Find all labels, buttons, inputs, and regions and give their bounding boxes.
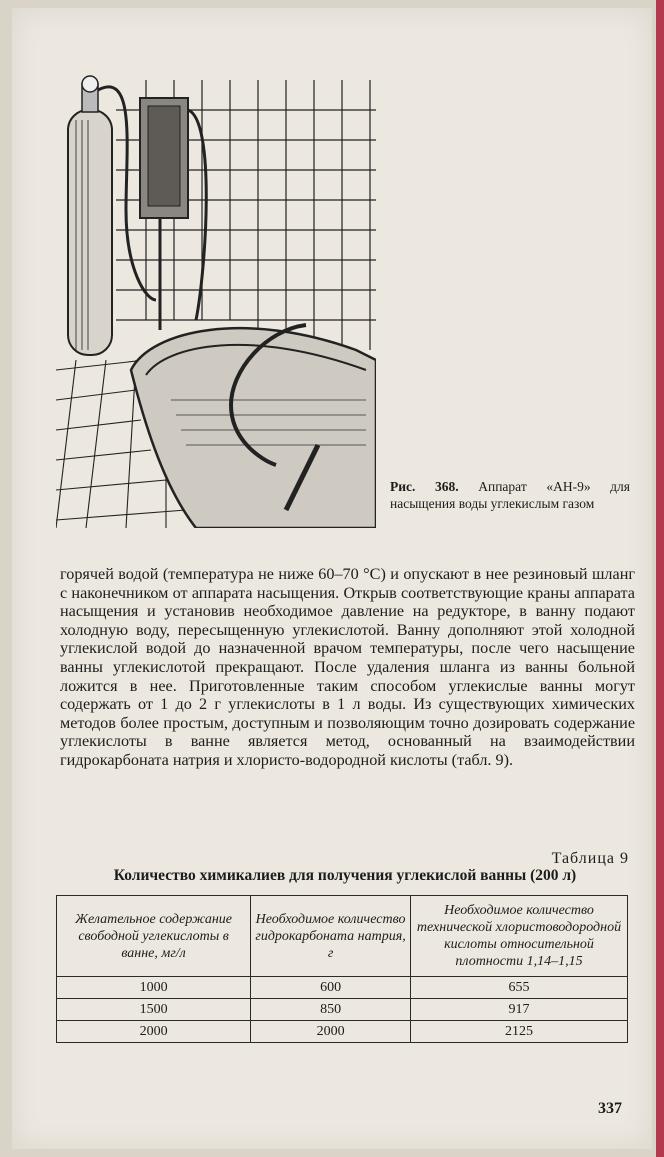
table-header-row	[57, 896, 628, 977]
table-row	[57, 999, 628, 1021]
table-title: Количество химикалиев для получения углекислой ванны (200 л)	[113, 867, 577, 884]
table-cell: 2000	[57, 1021, 251, 1043]
table-number: Таблица 9	[551, 850, 629, 867]
table-header-cell: Необходимое количество гидрокарбоната натрия, г	[251, 896, 411, 977]
table-header-cell: Желательное содержание свободной углекислоты в ванне, мг/л	[57, 896, 251, 977]
chemicals-table	[56, 895, 628, 1043]
table-cell: 850	[251, 999, 411, 1021]
figure-illustration	[56, 70, 376, 528]
figure-caption-label: Рис. 368.	[390, 479, 459, 494]
page-number: 337	[598, 1100, 622, 1117]
body-paragraph: горячей водой (температура не ниже 60–70 °С) и опускают в нее резиновый шланг с наконечником от аппарата насыщения. Открыв соответствующие краны аппарата насыщения и установив необходимое давление на редукторе, в ванну подают холодную воду, пересыщенную углекислотой. Ванну дополняют этой холодной углекислой водой до назначенной врачом температуры, после чего насыщение ванны углекислотой прекращают. После удаления шланга из ванны больной ложится в нее. Приготовленные таким способом углекислые ванны могут содержать от 1 до 2 г углекислоты в 1 л воды. Из существующих химических методов более простым, доступным и позволяющим точно дозировать содержание углекислоты в ванне является метод, основанный на взаимодействии гидрокарбоната натрия и хлористо-водородной кислоты (табл. 9).	[60, 565, 635, 769]
table-cell: 1000	[57, 977, 251, 999]
table-row	[57, 1021, 628, 1043]
book-edge-strip	[656, 0, 664, 1157]
figure-caption	[390, 478, 630, 512]
table-cell: 1500	[57, 999, 251, 1021]
table-row	[57, 977, 628, 999]
table-cell: 2000	[251, 1021, 411, 1043]
table-cell: 2125	[411, 1021, 628, 1043]
table-cell: 655	[411, 977, 628, 999]
table-header-cell: Необходимое количество технической хлористоводородной кислоты относительной плотности 1,14–1,15	[411, 896, 628, 977]
table-cell: 600	[251, 977, 411, 999]
table-cell: 917	[411, 999, 628, 1021]
carbonation-apparatus-drawing	[56, 70, 376, 528]
figure-caption-text: Аппарат «АН-9» для насыщения воды углекислым газом	[390, 479, 630, 511]
